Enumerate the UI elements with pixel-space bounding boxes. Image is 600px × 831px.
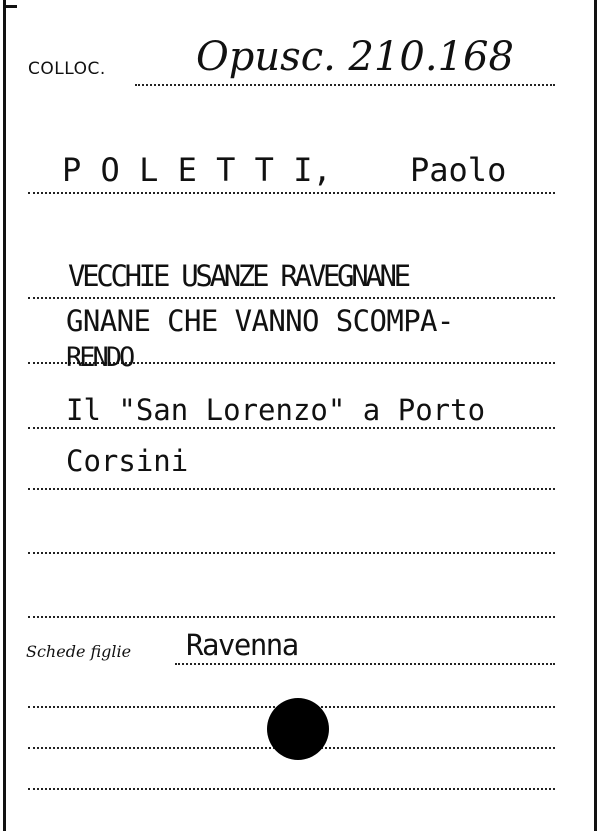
schede-dotted-line: [175, 663, 555, 665]
colloc-value: Opusc. 210.168: [196, 34, 514, 80]
colloc-label: COLLOC.: [28, 59, 106, 79]
schede-value: Ravenna: [186, 628, 298, 662]
blank-dotted-line-2: [28, 616, 555, 618]
title-line-5: Corsini: [66, 444, 189, 478]
blank-dotted-line-5: [28, 788, 555, 790]
title-line-4: Il "San Lorenzo" a Porto: [66, 393, 486, 427]
schede-label: Schede figlie: [26, 642, 132, 661]
card-left-border: [3, 0, 6, 831]
colloc-dotted-line: [135, 84, 555, 86]
title-line-3: RENDO: [66, 342, 133, 373]
title-line-1: VECCHIE USANZE RAVEGNANE: [68, 259, 408, 293]
blank-dotted-line-1: [28, 552, 555, 554]
card-corner-tick: [3, 5, 17, 8]
title-dotted-line-5: [28, 488, 555, 490]
title-dotted-line-4: [28, 427, 555, 429]
author-dotted-line: [28, 192, 555, 194]
card-right-border: [594, 0, 597, 831]
author-name: Paolo: [410, 151, 507, 189]
title-line-2: GNANE CHE VANNO SCOMPA-: [66, 304, 454, 338]
author-surname: P O L E T T I,: [62, 151, 332, 189]
title-dotted-line-1: [28, 297, 555, 299]
punch-hole: [267, 698, 329, 760]
